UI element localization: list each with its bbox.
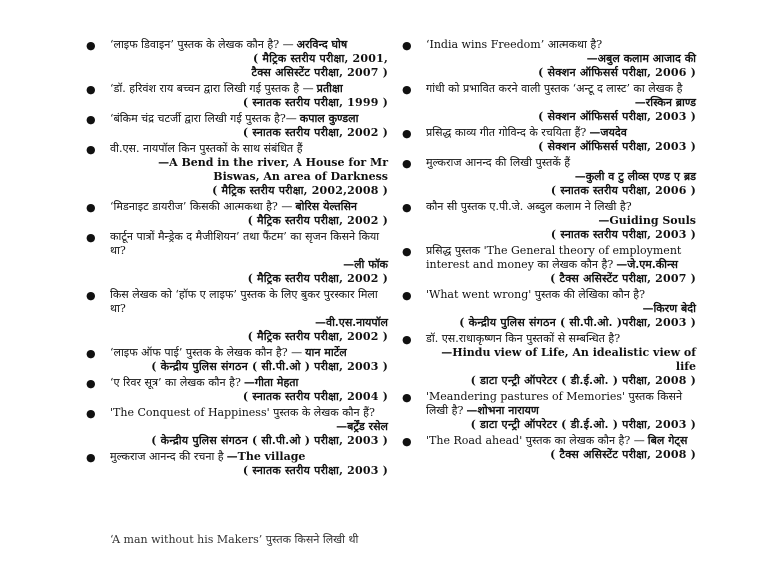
question-label: गांधी को प्रभावित करने वाली पुस्तक ‘अन्टू द लास्ट’ का लेखक है (426, 82, 683, 95)
bullet-icon: ● (86, 451, 96, 464)
bullet-icon: ● (402, 157, 412, 170)
answer-line (110, 156, 388, 184)
bullet-icon: ● (86, 39, 96, 52)
answer-text: —अबुल कलाम आजाद की (586, 52, 696, 65)
question-text (110, 142, 388, 156)
left-column (86, 38, 388, 480)
question-text (426, 82, 696, 96)
question-text (426, 390, 696, 418)
question-label: ‘मिडनाइट डायरीज’ किसकी आत्मकथा है? — (110, 200, 293, 213)
exam-source: ( मैट्रिक स्तरीय परीक्षा, 2002 ) (247, 330, 388, 343)
answer-text: —रस्किन ब्राण्ड (634, 96, 696, 109)
exam-source: ( डाटा एन्ट्री ऑपरेटर ( डी.ई.ओ. ) परीक्षा, 2008 ) (470, 374, 696, 387)
question-item (402, 200, 696, 242)
answer-line (110, 420, 388, 434)
question-item (402, 244, 696, 286)
question-text (110, 450, 388, 464)
bullet-icon: ● (402, 245, 412, 258)
question-label: 'What went wrong' पुस्तक की लेखिका कौन है? (426, 288, 646, 301)
question-item (86, 450, 388, 478)
bullet-icon: ● (402, 201, 412, 214)
question-label: ‘ए रिवर सूत्र’ का लेखक कौन है? (110, 376, 241, 389)
question-label: ‘India wins Freedom’ आत्मकथा है? (426, 38, 603, 51)
question-item (86, 406, 388, 448)
bullet-icon: ● (86, 201, 96, 214)
answer-text: —वी.एस.नायपॉल (314, 316, 388, 329)
bullet-icon: ● (86, 143, 96, 156)
bullet-icon: ● (402, 127, 412, 140)
bullet-icon: ● (86, 407, 96, 420)
answer-line (110, 258, 388, 272)
question-label: ‘लाइफ डिवाइन’ पुस्तक के लेखक कौन है? — (110, 38, 294, 51)
question-text (110, 200, 388, 214)
question-item (402, 156, 696, 198)
question-text (110, 38, 388, 52)
answer-text: —कुली व टु लीव्स एण्ड ए ब्रड (574, 170, 696, 183)
question-label: 'The Conquest of Happiness' पुस्तक के लेखक कौन हैं? (110, 406, 375, 419)
question-item (86, 288, 388, 344)
exam-source: ( टैक्स असिस्टेंट परीक्षा, 2008 ) (550, 448, 696, 461)
question-label: किस लेखक को ‘हॉफ ए लाइफ’ पुस्तक के लिए बुकर पुरस्कार मिला था? (110, 288, 378, 315)
question-label: कौन सी पुस्तक ए.पी.जे. अब्दुल कलाम ने लिखी है? (426, 200, 632, 213)
question-item (86, 82, 388, 110)
exam-source: ( डाटा एन्ट्री ऑपरेटर ( डी.ई.ओ. ) परीक्षा, 2003 ) (470, 418, 696, 431)
answer-line (426, 52, 696, 66)
question-text (426, 200, 696, 214)
answer-text: —Guiding Souls (598, 214, 696, 227)
exam-source: ( टैक्स असिस्टेंट परीक्षा, 2007 ) (550, 272, 696, 285)
question-label: मुल्कराज आनन्द की रचना है (110, 450, 224, 463)
question-item (86, 112, 388, 140)
bullet-icon: ● (86, 377, 96, 390)
answer-text: बोरिस येल्तसिन (295, 200, 358, 213)
bullet-icon: ● (402, 83, 412, 96)
question-text (110, 288, 388, 316)
answer-line (426, 170, 696, 184)
question-item (402, 288, 696, 330)
exam-source: ( सेक्शन ऑफिसर्स परीक्षा, 2003 ) (538, 110, 696, 123)
cut-off-line (86, 533, 388, 548)
question-label: प्रसिद्ध पुस्तक 'The General theory of employment interest and money का लेखक कौन है? (426, 244, 682, 271)
question-item (402, 434, 696, 462)
question-text (426, 288, 696, 302)
exam-source: ( मैट्रिक स्तरीय परीक्षा, 2002 ) (247, 214, 388, 227)
question-item (402, 126, 696, 154)
answer-line (426, 96, 696, 110)
answer-line (426, 302, 696, 316)
question-text (110, 230, 388, 258)
question-item (402, 332, 696, 388)
answer-text: —A Bend in the river, A House for Mr Biswas, An area of Darkness (158, 156, 388, 183)
answer-text: कपाल कुण्डला (299, 112, 359, 125)
question-text (426, 38, 696, 52)
answer-text: —गीता मेहता (243, 376, 299, 389)
question-label: 'The Road ahead' पुस्तक का लेखक कौन है? — (426, 434, 645, 447)
answer-text: —ली फॉक (343, 258, 388, 271)
answer-text: —शोभना नारायण (466, 404, 539, 417)
exam-source: ( सेक्शन ऑफिसर्स परीक्षा, 2006 ) (538, 66, 696, 79)
question-item (86, 38, 388, 80)
answer-text: —किरण बेदी (642, 302, 696, 315)
question-text (110, 346, 388, 360)
question-item (86, 200, 388, 228)
question-item (402, 38, 696, 80)
exam-source: ( मैट्रिक स्तरीय परीक्षा, 2002,2008 ) (212, 184, 388, 197)
answer-text: —जयदेव (589, 126, 627, 139)
bullet-icon: ● (402, 39, 412, 52)
answer-line (426, 214, 696, 228)
cut-off-text: ‘A man without his Makers’ पुस्तक किसने लिखी थी (110, 533, 359, 546)
question-text (426, 244, 696, 272)
bullet-icon: ● (86, 113, 96, 126)
question-text (110, 82, 388, 96)
answer-line (426, 346, 696, 374)
exam-source: ( स्नातक स्तरीय परीक्षा, 2003 ) (550, 228, 696, 241)
exam-source: ( स्नातक स्तरीय परीक्षा, 2002 ) (242, 126, 388, 139)
question-label: 'Meandering pastures of Memories' पुस्तक किसने लिखी है? (426, 390, 683, 417)
exam-source: ( सेक्शन ऑफिसर्स परीक्षा, 2003 ) (538, 140, 696, 153)
question-text (426, 332, 696, 346)
question-item (402, 390, 696, 432)
exam-source: ( केन्द्रीय पुलिस संगठन ( सी.पी.ओ ) परीक्षा, 2003 ) (151, 434, 388, 447)
question-label: डॉ. एस.राधाकृष्णन किन पुस्तकों से सम्बन्धित है? (426, 332, 621, 345)
exam-source: ( स्नातक स्तरीय परीक्षा, 2006 ) (550, 184, 696, 197)
question-label: मुल्कराज आनन्द की लिखी पुस्तकें हैं (426, 156, 571, 169)
answer-line (110, 316, 388, 330)
exam-source: ( केन्द्रीय पुलिस संगठन ( सी.पी.ओ ) परीक्षा, 2003 ) (151, 360, 388, 373)
question-label: ‘लाइफ ऑफ पाई’ पुस्तक के लेखक कौन है? — (110, 346, 303, 359)
bullet-icon: ● (402, 289, 412, 302)
bullet-icon: ● (402, 435, 412, 448)
answer-text: —The village (226, 450, 306, 463)
bullet-icon: ● (402, 333, 412, 346)
exam-source: ( मैट्रिक स्तरीय परीक्षा, 2002 ) (247, 272, 388, 285)
bullet-icon: ● (86, 289, 96, 302)
question-item (86, 376, 388, 404)
question-label: ‘बंकिम चंद्र चटर्जी द्वारा लिखी गई पुस्तक है?— (110, 112, 297, 125)
question-text (110, 112, 388, 126)
exam-source: ( स्नातक स्तरीय परीक्षा, 2004 ) (242, 390, 388, 403)
question-text (110, 406, 388, 420)
answer-text: यान मार्टेल (305, 346, 347, 359)
question-label: प्रसिद्ध काव्य गीत गोविन्द के रचयिता हैं? (426, 126, 587, 139)
question-label: वी.एस. नायपॉल किन पुस्तकों के साथ संबंधित हैं (110, 142, 303, 155)
question-item (402, 82, 696, 124)
exam-source: ( मैट्रिक स्तरीय परीक्षा, 2001, (252, 52, 388, 65)
answer-text: अरविन्द घोष (296, 38, 348, 51)
answer-text: —बर्ट्रेंड रसेल (336, 420, 388, 433)
question-item (86, 346, 388, 374)
answer-text: प्रतीक्षा (316, 82, 343, 95)
exam-source: ( केन्द्रीय पुलिस संगठन ( सी.पी.ओ. )परीक्षा, 2003 ) (459, 316, 696, 329)
exam-source: ( स्नातक स्तरीय परीक्षा, 2003 ) (242, 464, 388, 477)
answer-text: —Hindu view of Life, An idealistic view of life (441, 346, 696, 373)
question-text (110, 376, 388, 390)
bullet-icon: ● (86, 347, 96, 360)
right-column (402, 38, 696, 464)
question-text (426, 126, 696, 140)
bullet-icon: ● (86, 83, 96, 96)
question-text (426, 434, 696, 448)
answer-text: बिल गेट्स (647, 434, 688, 447)
exam-source: ( स्नातक स्तरीय परीक्षा, 1999 ) (242, 96, 388, 109)
question-label: ‘डॉ. हरिवंश राय बच्चन द्वारा लिखी गई पुस्तक है — (110, 82, 314, 95)
answer-text: —जे.एम.कीन्स (616, 258, 678, 271)
question-text (426, 156, 696, 170)
question-item (86, 142, 388, 198)
exam-source: टैक्स असिस्टेंट परीक्षा, 2007 ) (251, 66, 388, 79)
bullet-icon: ● (86, 231, 96, 244)
bullet-icon: ● (402, 391, 412, 404)
question-label: कार्टून पात्रों मैन्ड्रेक द मैजीशियन’ तथा फैंटम’ का सृजन किसने किया था? (110, 230, 380, 257)
question-item (86, 230, 388, 286)
